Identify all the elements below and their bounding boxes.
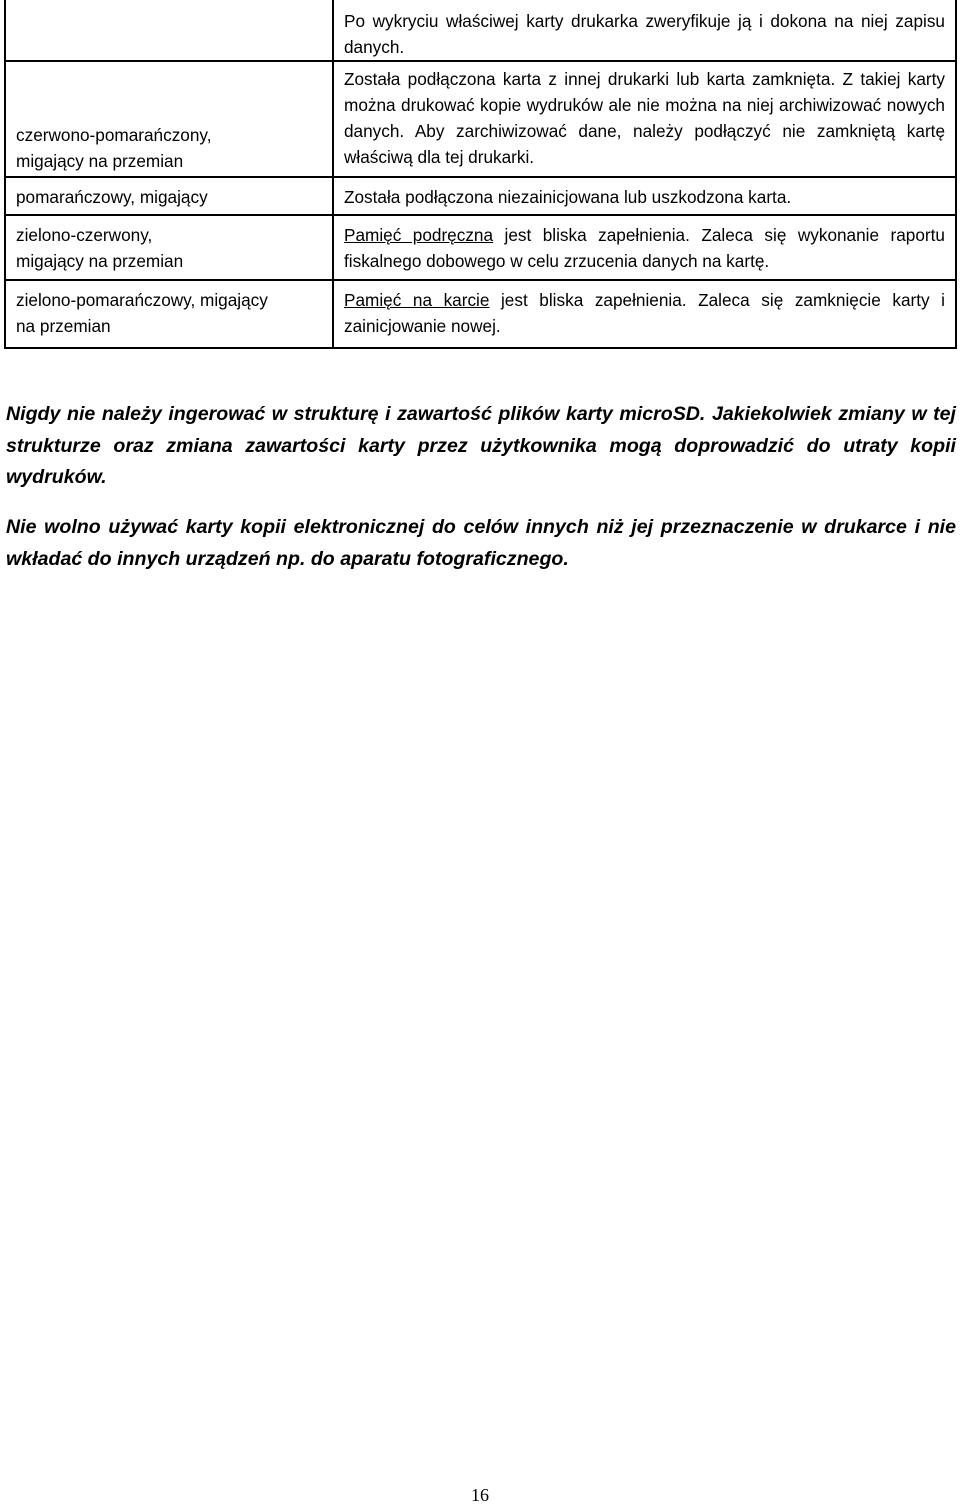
led-state-cell: [5, 61, 333, 177]
table-row: [5, 215, 956, 280]
led-status-table: [4, 0, 957, 349]
table-row: [5, 61, 956, 177]
description-text: jest bliska zapełnienia. Zaleca się zamknięcie karty i zainicjowanie nowej.: [344, 290, 945, 336]
led-state-cell: [5, 0, 333, 61]
memory-term: Pamięć na karcie: [344, 290, 490, 310]
led-state-label: zielono-pomarańczowy, migający na przemian: [16, 290, 268, 336]
table-row: [5, 0, 956, 61]
description-cell: Została podłączona karta z innej drukarki lub karta zamknięta. Z takiej karty można drukować kopie wydruków ale nie można na niej archiwizować nowych danych. Aby zarchiwizować dane, należy podłączyć nie zamkniętą kartę właściwą dla tej drukarki.: [333, 61, 956, 177]
table-row: [5, 177, 956, 215]
microsd-warning: Nigdy nie należy ingerować w strukturę i zawartość plików karty microSD. Jakiekolwiek zmiany w tej strukturze oraz zmiana zawartości karty przez użytkownika mogą doprowadzić do utraty kopii wydruków.: [6, 403, 956, 488]
memory-term: Pamięć podręczna: [344, 225, 494, 245]
led-state-label: czerwono-pomarańczony, migający na przemian: [16, 125, 212, 171]
table-row: [5, 280, 956, 348]
card-usage-warning: Nie wolno używać karty kopii elektronicznej do celów innych niż jej przeznaczenie w drukarce i nie wkładać do innych urządzeń np. do aparatu fotograficznego.: [6, 516, 956, 570]
description-cell: [333, 280, 956, 348]
description-cell: Została podłączona niezainicjowana lub uszkodzona karta.: [333, 177, 956, 215]
led-state-cell: pomarańczowy, migający: [5, 177, 333, 215]
led-state-cell: [5, 215, 333, 280]
description-text: jest bliska zapełnienia. Zaleca się wykonanie raportu fiskalnego dobowego w celu zrzucenia danych na kartę.: [344, 225, 945, 271]
page-number: 16: [471, 1485, 489, 1505]
led-state-cell: [5, 280, 333, 348]
description-cell: Po wykryciu właściwej karty drukarka zweryfikuje ją i dokona na niej zapisu danych.: [333, 0, 956, 61]
description-cell: [333, 215, 956, 280]
led-state-label: zielono-czerwony, migający na przemian: [16, 225, 184, 271]
